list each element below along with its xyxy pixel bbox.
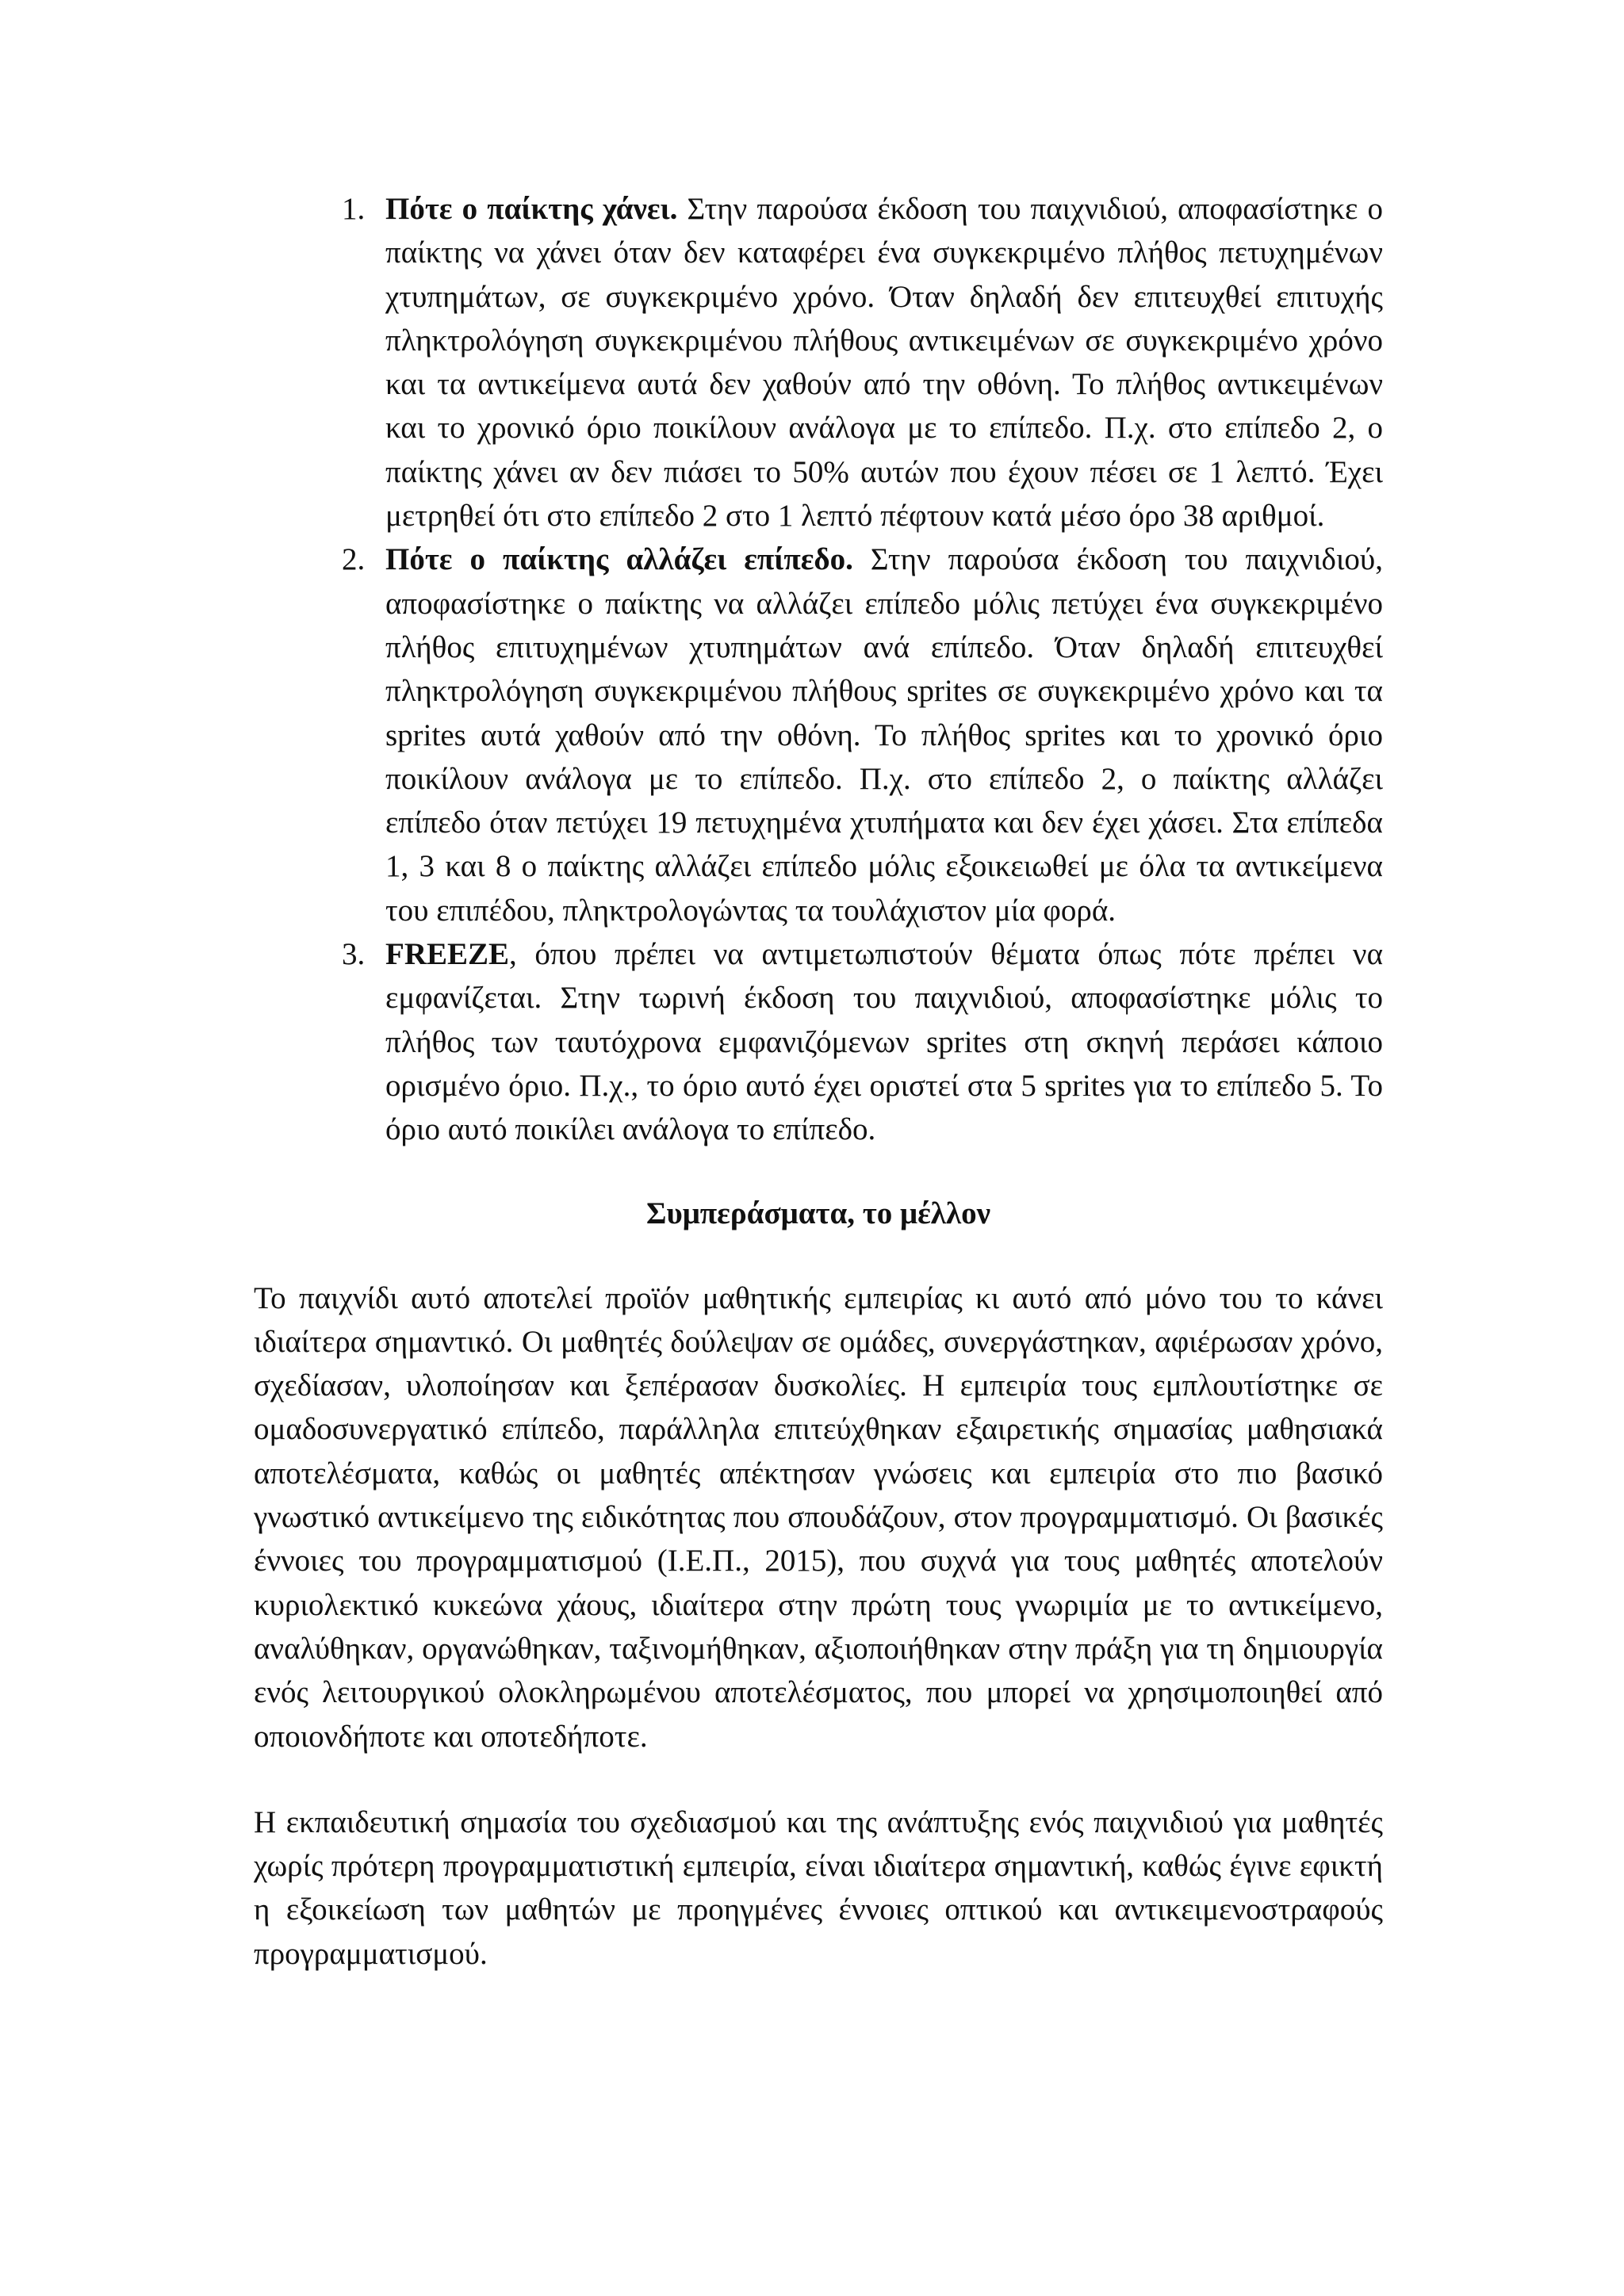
- list-item-number: 2.: [342, 542, 366, 577]
- numbered-list: [254, 187, 1383, 1152]
- list-item: [254, 538, 1383, 932]
- document-page: [254, 187, 1383, 1976]
- list-item-lead: Πότε ο παίκτης αλλάζει επίπεδο.: [385, 542, 853, 577]
- list-item-text: Στην παρούσα έκδοση του παιχνιδιού, αποφασίστηκε ο παίκτης να αλλάζει επίπεδο μόλις πετύχει ένα συγκεκριμένο πλήθος επιτυχημένων χτυπημάτων ανά επίπεδο. Όταν δηλαδή επιτευχθεί πληκτρολόγηση συγκεκριμένου πλήθους sprites σε συγκεκριμένο χρόνο και τα sprites αυτά χαθούν από την οθόνη. Το πλήθος sprites και το χρονικό όριο ποικίλουν ανάλογα με το επίπεδο. Π.χ. στο επίπεδο 2, ο παίκτης αλλάζει επίπεδο όταν πετύχει 19 πετυχημένα χτυπήματα και δεν έχει χάσει. Στα επίπεδα 1, 3 και 8 ο παίκτης αλλάζει επίπεδο μόλις εξοικειωθεί με όλα τα αντικείμενα του επιπέδου, πληκτρολογώντας τα τουλάχιστον μία φορά.: [385, 542, 1383, 928]
- list-item-text: , όπου πρέπει να αντιμετωπιστούν θέματα όπως πότε πρέπει να εμφανίζεται. Στην τωρινή έκδοση του παιχνιδιού, αποφασίστηκε μόλις το πλήθος των ταυτόχρονα εμφανιζόμενων sprites στη σκηνή περάσει κάποιο ορισμένο όριο. Π.χ., το όριο αυτό έχει οριστεί στα 5 sprites για το επίπεδο 5. Το όριο αυτό ποικίλει ανάλογα το επίπεδο.: [385, 937, 1383, 1147]
- list-item-text: Στην παρούσα έκδοση του παιχνιδιού, αποφασίστηκε ο παίκτης να χάνει όταν δεν καταφέρει ένα συγκεκριμένο πλήθος πετυχημένων χτυπημάτων, σε συγκεκριμένο χρόνο. Όταν δηλαδή δεν επιτευχθεί επιτυχής πληκτρολόγηση συγκεκριμένου πλήθους αντικειμένων σε συγκεκριμένο χρόνο και τα αντικείμενα αυτά δεν χαθούν από την οθόνη. Το πλήθος αντικειμένων και το χρονικό όριο ποικίλουν ανάλογα με το επίπεδο. Π.χ. στο επίπεδο 2, ο παίκτης χάνει αν δεν πιάσει το 50% αυτών που έχουν πέσει σε 1 λεπτό. Έχει μετρηθεί ότι στο επίπεδο 2 στο 1 λεπτό πέφτουν κατά μέσο όρο 38 αριθμοί.: [385, 192, 1383, 534]
- list-item-number: 1.: [342, 192, 366, 226]
- paragraph: Η εκπαιδευτική σημασία του σχεδιασμού και της ανάπτυξης ενός παιχνιδιού για μαθητές χωρίς πρότερη προγραμματιστική εμπειρία, είναι ιδιαίτερα σημαντική, καθώς έγινε εφικτή η εξοικείωση των μαθητών με προηγμένες έννοιες οπτικού και αντικειμενοστραφούς προγραμματισμού.: [254, 1804, 1383, 1971]
- list-item: [254, 187, 1383, 538]
- list-item: [254, 932, 1383, 1151]
- list-item-number: 3.: [342, 937, 366, 972]
- section-heading: Συμπεράσματα, το μέλλον: [645, 1196, 991, 1230]
- list-item-lead: FREEZE: [385, 937, 510, 972]
- paragraph: Το παιχνίδι αυτό αποτελεί προϊόν μαθητικής εμπειρίας κι αυτό από μόνο του το κάνει ιδιαίτερα σημαντικό. Οι μαθητές δούλεψαν σε ομάδες, συνεργάστηκαν, αφιέρωσαν χρόνο, σχεδίασαν, υλοποίησαν και ξεπέρασαν δυσκολίες. Η εμπειρία τους εμπλουτίστηκε σε ομαδοσυνεργατικό επίπεδο, παράλληλα επιτεύχθηκαν εξαιρετικής σημασίας μαθησιακά αποτελέσματα, καθώς οι μαθητές απέκτησαν γνώσεις και εμπειρία στο πιο βασικό γνωστικό αντικείμενο της ειδικότητας που σπουδάζουν, στον προγραμματισμό. Οι βασικές έννοιες του προγραμματισμού (Ι.Ε.Π., 2015), που συχνά για τους μαθητές αποτελούν κυριολεκτικό κυκεώνα χάους, ιδιαίτερα στην πρώτη τους γνωριμία με το αντικείμενο, αναλύθηκαν, οργανώθηκαν, ταξινομήθηκαν, αξιοποιήθηκαν στην πράξη για τη δημιουργία ενός λειτουργικού ολοκληρωμένου αποτελέσματος, που μπορεί να χρησιμοποιηθεί από οποιονδήποτε και οποτεδήποτε.: [254, 1280, 1383, 1754]
- list-item-lead: Πότε ο παίκτης χάνει.: [385, 192, 678, 226]
